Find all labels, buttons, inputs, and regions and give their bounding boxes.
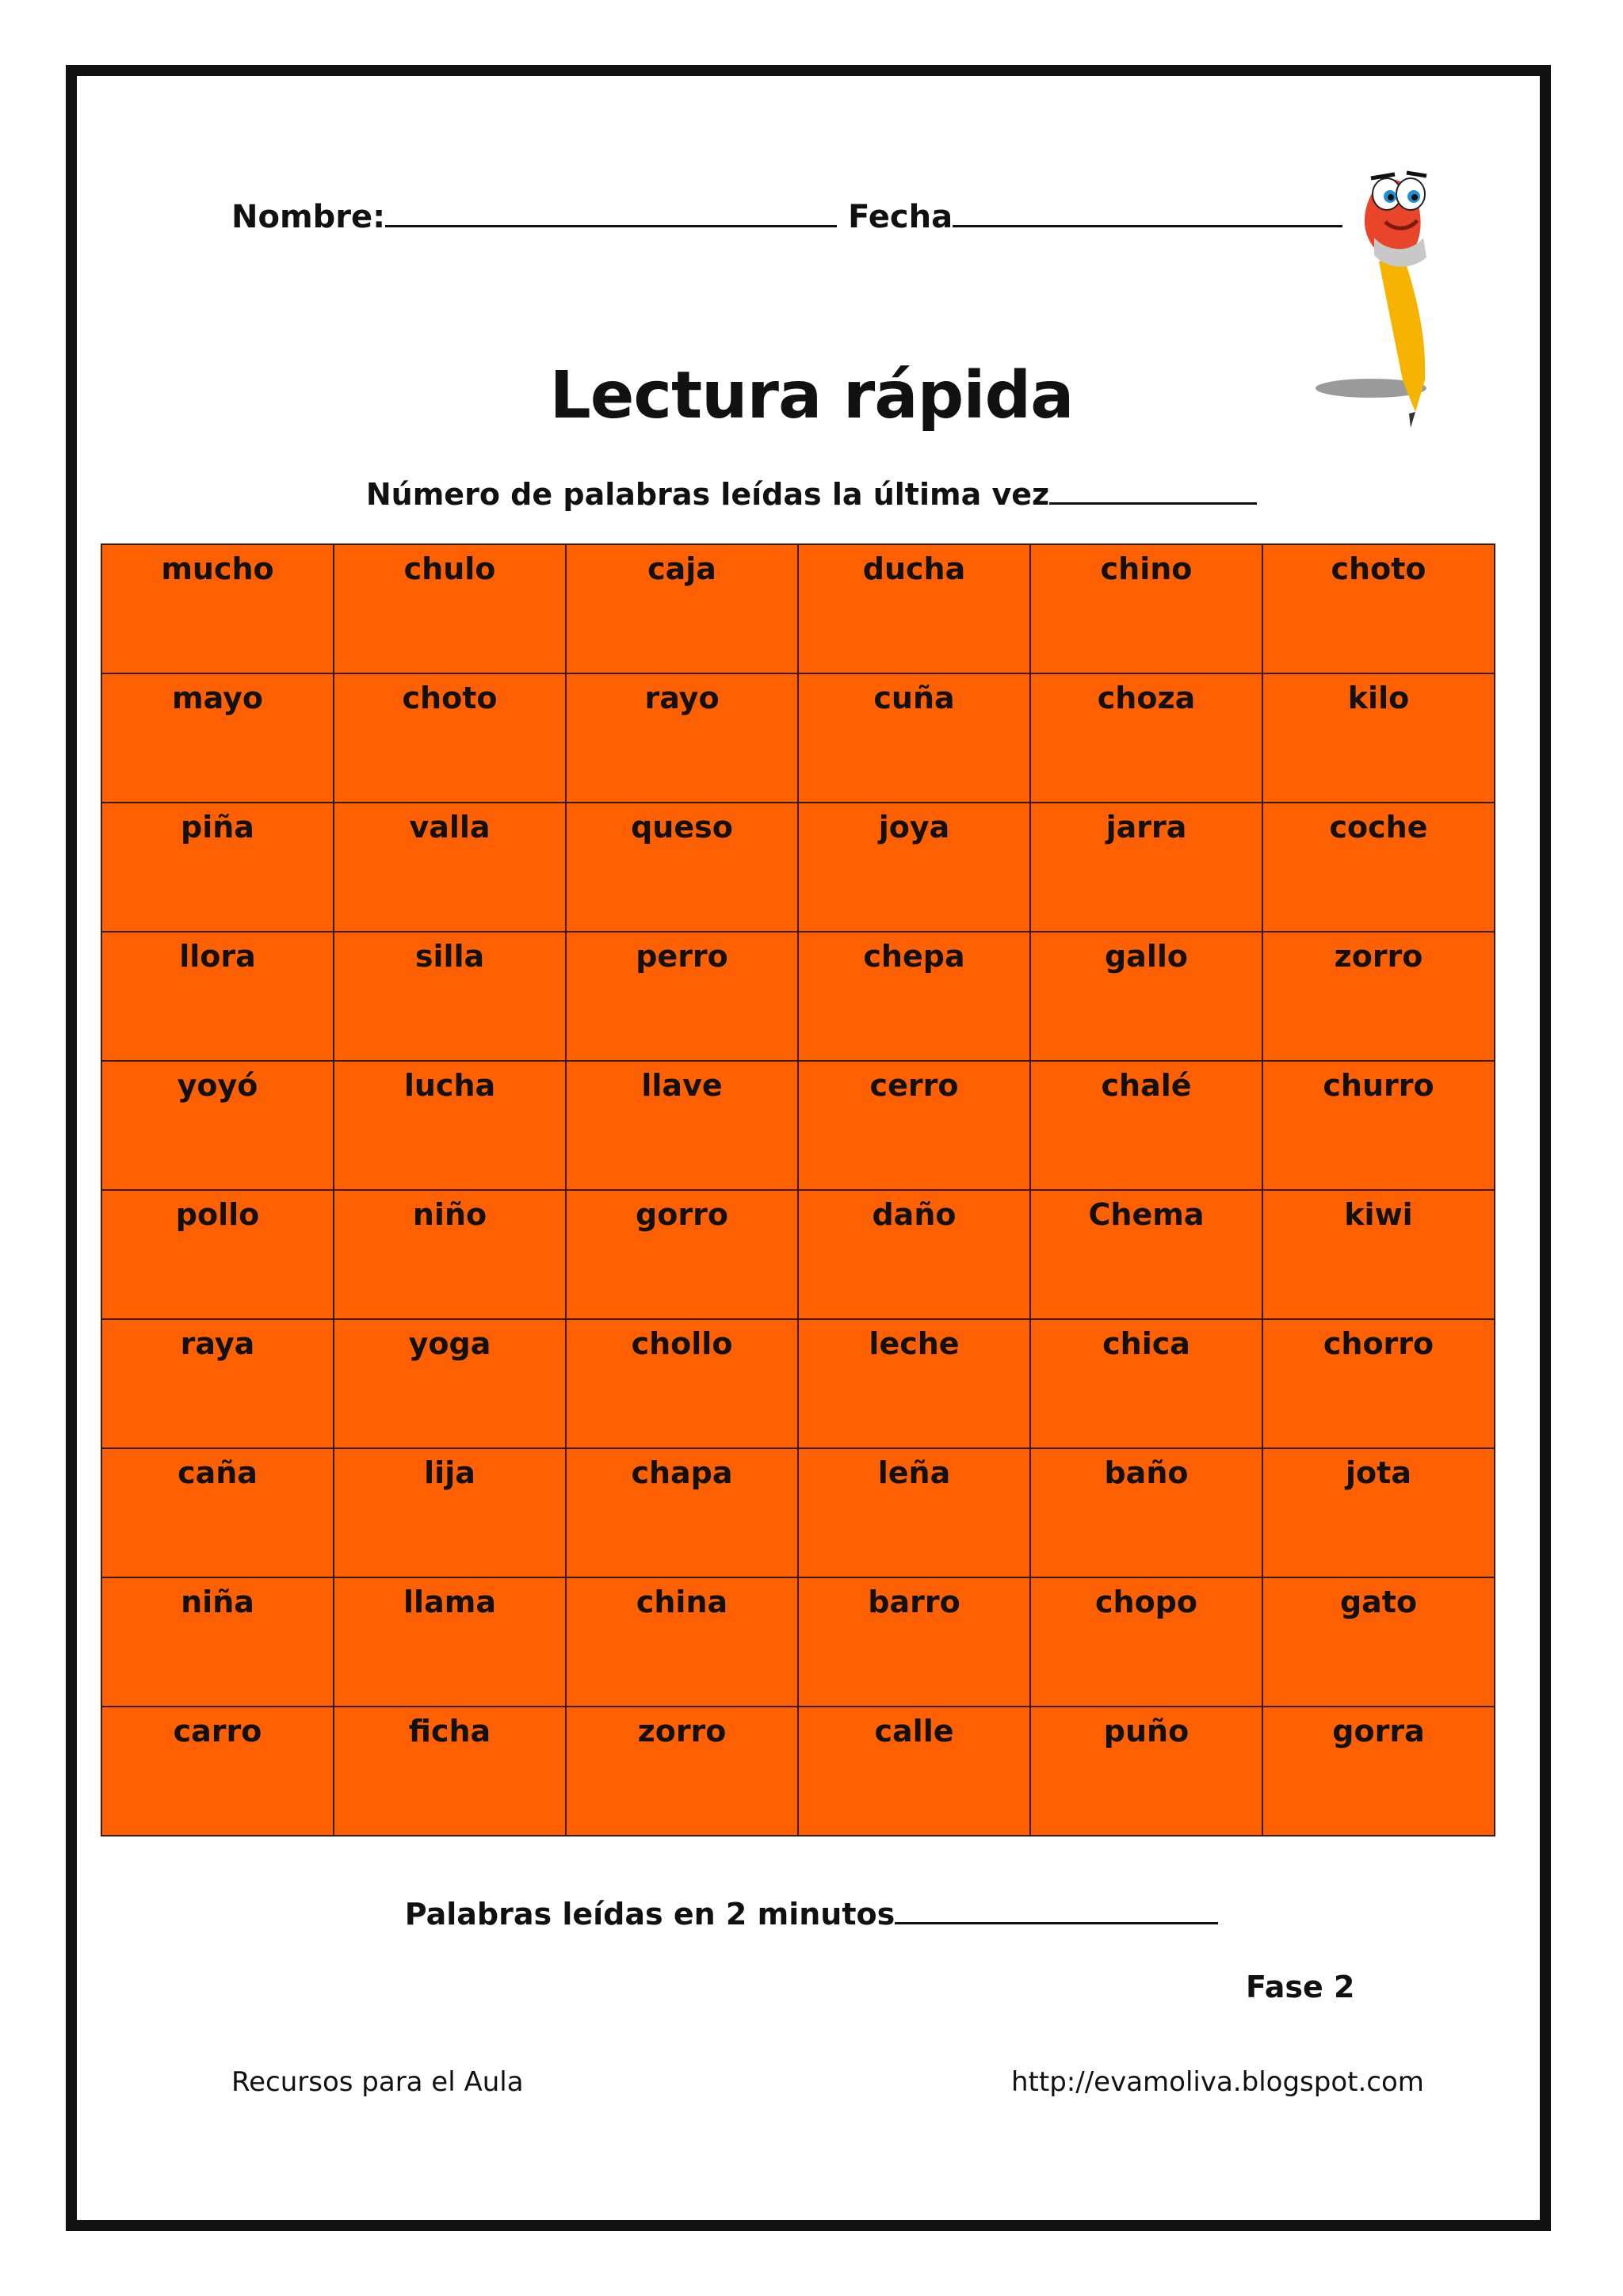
grid-row	[101, 803, 1495, 932]
source-url: http://evamoliva.blogspot.com	[1011, 2066, 1424, 2098]
word-cell: silla	[334, 932, 566, 1061]
word-cell: kiwi	[1262, 1190, 1495, 1319]
name-blank	[385, 196, 837, 227]
word-cell: joya	[798, 803, 1030, 932]
word-cell: zorro	[1262, 932, 1495, 1061]
phase-label: Fase 2	[1246, 1970, 1355, 2004]
word-cell: rayo	[566, 673, 798, 803]
word-cell: cerro	[798, 1061, 1030, 1190]
word-cell: cuña	[798, 673, 1030, 803]
word-cell: daño	[798, 1190, 1030, 1319]
word-cell: choza	[1030, 673, 1262, 803]
words-read-label: Palabras leídas en 2 minutos	[404, 1897, 896, 1932]
word-cell: mayo	[101, 673, 334, 803]
grid-row	[101, 1707, 1495, 1836]
word-cell: llave	[566, 1061, 798, 1190]
grid-row	[101, 1190, 1495, 1319]
word-cell: jota	[1262, 1448, 1495, 1577]
word-cell: chepa	[798, 932, 1030, 1061]
word-cell: pollo	[101, 1190, 334, 1319]
word-cell: ducha	[798, 544, 1030, 673]
word-cell: choto	[1262, 544, 1495, 673]
word-cell: coche	[1262, 803, 1495, 932]
word-cell: barro	[798, 1577, 1030, 1707]
word-cell: leche	[798, 1319, 1030, 1448]
grid-row	[101, 1319, 1495, 1448]
word-cell: niña	[101, 1577, 334, 1707]
word-cell: leña	[798, 1448, 1030, 1577]
word-cell: chorro	[1262, 1319, 1495, 1448]
grid-row	[101, 1577, 1495, 1707]
word-cell: chino	[1030, 544, 1262, 673]
word-cell: perro	[566, 932, 798, 1061]
page-title: Lectura rápida	[549, 358, 1074, 433]
name-label: Nombre:	[231, 199, 386, 235]
word-cell: valla	[334, 803, 566, 932]
word-cell: carro	[101, 1707, 334, 1836]
word-cell: gorro	[566, 1190, 798, 1319]
word-cell: mucho	[101, 544, 334, 673]
word-cell: gato	[1262, 1577, 1495, 1707]
word-cell: choto	[334, 673, 566, 803]
grid-row	[101, 1061, 1495, 1190]
word-cell: lija	[334, 1448, 566, 1577]
word-cell: caja	[566, 544, 798, 673]
word-cell: niño	[334, 1190, 566, 1319]
word-cell: baño	[1030, 1448, 1262, 1577]
word-cell: raya	[101, 1319, 334, 1448]
previous-count-label: Número de palabras leídas la última vez	[365, 477, 1050, 512]
word-cell: churro	[1262, 1061, 1495, 1190]
word-cell: chalé	[1030, 1061, 1262, 1190]
word-cell: kilo	[1262, 673, 1495, 803]
word-cell: chopo	[1030, 1577, 1262, 1707]
word-cell: chollo	[566, 1319, 798, 1448]
word-cell: ficha	[334, 1707, 566, 1836]
word-cell: jarra	[1030, 803, 1262, 932]
words-read-line	[0, 1894, 1623, 1932]
word-cell: chapa	[566, 1448, 798, 1577]
word-cell: gorra	[1262, 1707, 1495, 1836]
word-cell: yoyó	[101, 1061, 334, 1190]
date-label: Fecha	[848, 199, 953, 235]
word-cell: puño	[1030, 1707, 1262, 1836]
grid-row	[101, 932, 1495, 1061]
previous-count-line	[0, 474, 1623, 512]
grid-row	[101, 1448, 1495, 1577]
word-cell: lucha	[334, 1061, 566, 1190]
word-grid	[101, 543, 1495, 1836]
grid-row	[101, 673, 1495, 803]
credit-text: Recursos para el Aula	[231, 2066, 524, 2098]
word-cell: yoga	[334, 1319, 566, 1448]
word-cell: chica	[1030, 1319, 1262, 1448]
word-cell: piña	[101, 803, 334, 932]
word-cell: Chema	[1030, 1190, 1262, 1319]
header-fields	[231, 196, 1342, 235]
word-cell: chulo	[334, 544, 566, 673]
word-cell: llama	[334, 1577, 566, 1707]
words-read-blank	[895, 1894, 1218, 1924]
date-blank	[953, 196, 1342, 227]
word-cell: llora	[101, 932, 334, 1061]
grid-row	[101, 544, 1495, 673]
word-cell: queso	[566, 803, 798, 932]
word-cell: zorro	[566, 1707, 798, 1836]
previous-count-blank	[1049, 474, 1257, 505]
word-cell: caña	[101, 1448, 334, 1577]
word-cell: gallo	[1030, 932, 1262, 1061]
word-cell: calle	[798, 1707, 1030, 1836]
word-cell: china	[566, 1577, 798, 1707]
